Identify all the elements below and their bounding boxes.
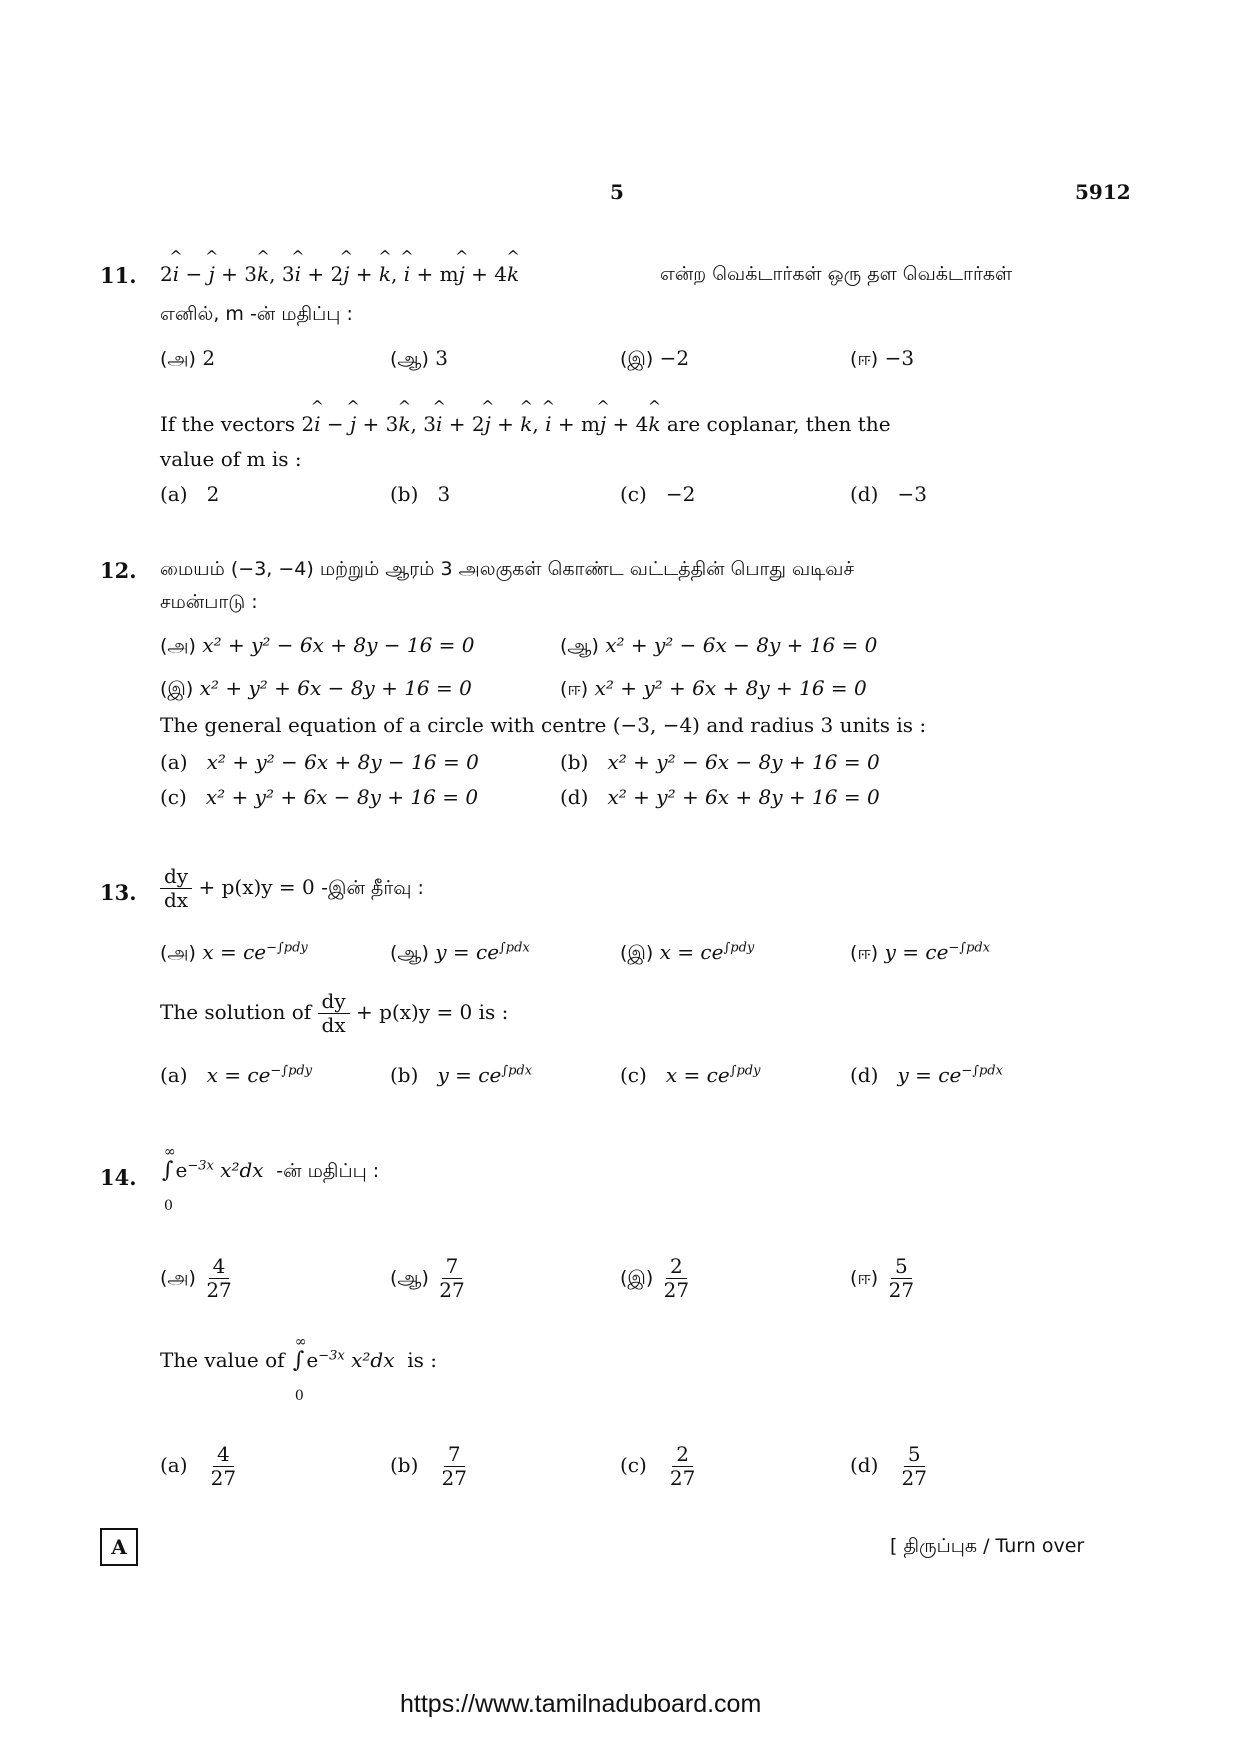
question-number-13: 13. — [100, 880, 137, 905]
q12-en-option-b[interactable]: (b) x² + y² − 6x − 8y + 16 = 0 — [560, 750, 880, 774]
q12-en-option-d[interactable]: (d) x² + y² + 6x + 8y + 16 = 0 — [560, 785, 880, 809]
q13-ta-option-3[interactable]: (இ) $x = ce^{\int pdy}$ — [620, 940, 755, 964]
q11-en-option-a[interactable]: (a) 2 — [160, 482, 220, 506]
q11-ta-option-1[interactable]: (அ) 2 — [160, 346, 216, 370]
q14-ta-option-1[interactable]: (அ) $\frac{4}{27}$ — [160, 1254, 232, 1302]
series-box: A — [100, 1528, 138, 1566]
q11-en-option-b[interactable]: (b) 3 — [390, 482, 451, 506]
q12-ta-option-4[interactable]: (ஈ) x² + y² + 6x + 8y + 16 = 0 — [560, 676, 867, 700]
q12-en-option-c[interactable]: (c) x² + y² + 6x − 8y + 16 = 0 — [160, 785, 479, 809]
question-number-14: 14. — [100, 1165, 137, 1190]
q11-en-option-d[interactable]: (d) −3 — [850, 482, 927, 506]
q14-ta-option-2[interactable]: (ஆ) $\frac{7}{27}$ — [390, 1254, 465, 1302]
q14-en-option-b[interactable]: (b) $\frac{7}{27}$ — [390, 1442, 467, 1490]
q12-en-option-a[interactable]: (a) x² + y² − 6x + 8y − 16 = 0 — [160, 750, 479, 774]
q12-en-question: The general equation of a circle with centre (−3, −4) and radius 3 units is : — [160, 713, 927, 737]
question-number-12: 12. — [100, 558, 137, 583]
q14-en-option-c[interactable]: (c) $\frac{2}{27}$ — [620, 1442, 696, 1490]
q13-ta-question: $\frac{dy}{dx}$ + p(x)y = 0 -இன் தீர்வு : — [160, 865, 424, 912]
q11-ta-line2: எனில், m -ன் மதிப்பு : — [160, 303, 353, 325]
q13-en-option-c[interactable]: (c) $x = ce^{\int pdy}$ — [620, 1063, 761, 1087]
q11-ta-tail: என்ற வெக்டார்கள் ஒரு தள வெக்டார்கள் — [660, 263, 1013, 285]
q14-en-option-d[interactable]: (d) $\frac{5}{27}$ — [850, 1442, 927, 1490]
q12-ta-option-3[interactable]: (இ) x² + y² + 6x − 8y + 16 = 0 — [160, 676, 472, 700]
q13-en-option-d[interactable]: (d) $y = ce^{-\int pdx}$ — [850, 1063, 1003, 1087]
q11-ta-option-2[interactable]: (ஆ) 3 — [390, 346, 448, 370]
page-number: 5 — [610, 180, 624, 204]
q14-ta-question: ∫ ∞ 0 $e^{-3x}$ x²dx -ன் மதிப்பு : — [162, 1144, 380, 1214]
paper-code: 5912 — [1075, 180, 1131, 204]
question-number-11: 11. — [100, 263, 137, 288]
q13-ta-option-2[interactable]: (ஆ) $y = ce^{\int pdx}$ — [390, 940, 530, 964]
q13-ta-option-4[interactable]: (ஈ) $y = ce^{-\int pdx}$ — [850, 940, 991, 964]
integral-sign: ∫ ∞ 0 — [162, 1144, 176, 1214]
q13-en-option-a[interactable]: (a) $x = ce^{-\int pdy}$ — [160, 1063, 313, 1087]
q14-en-question: The value of ∫ ∞ 0 $e^{-3x}$ x²dx is : — [160, 1334, 437, 1404]
q13-en-option-b[interactable]: (b) $y = ce^{\int pdx}$ — [390, 1063, 533, 1087]
q14-ta-option-3[interactable]: (இ) $\frac{2}{27}$ — [620, 1254, 690, 1302]
q11-ta-option-4[interactable]: (ஈ) −3 — [850, 346, 915, 370]
source-url[interactable]: https://www.tamilnaduboard.com — [400, 1690, 762, 1718]
q14-en-option-a[interactable]: (a) $\frac{4}{27}$ — [160, 1442, 237, 1490]
q12-ta-line1: மையம் (−3, −4) மற்றும் ஆரம் 3 அலகுகள் கொண்ட வட்டத்தின் பொது வடிவச் — [160, 558, 855, 580]
q11-ta-option-3[interactable]: (இ) −2 — [620, 346, 690, 370]
q12-ta-line2: சமன்பாடு : — [160, 591, 258, 613]
integral-sign-en: ∫ ∞ 0 — [292, 1334, 307, 1404]
q11-en-option-c[interactable]: (c) −2 — [620, 482, 696, 506]
q14-ta-option-4[interactable]: (ஈ) $\frac{5}{27}$ — [850, 1254, 915, 1302]
q12-ta-option-1[interactable]: (அ) x² + y² − 6x + 8y − 16 = 0 — [160, 633, 475, 657]
turn-over-text: [ திருப்புக / Turn over — [890, 1535, 1085, 1557]
q11-en-question: If the vectors 2^ i − ^ j + 3^ k, 3^ i + 2^ j + ^ k, ^ i + m^ j + 4^ k are coplanar, then the — [160, 412, 891, 436]
q11-en-line2: value of m is : — [160, 447, 302, 471]
q12-ta-option-2[interactable]: (ஆ) x² + y² − 6x − 8y + 16 = 0 — [560, 633, 878, 657]
q13-en-question: The solution of $\frac{dy}{dx}$ + p(x)y = 0 is : — [160, 989, 509, 1037]
q11-vectors-ta: 2^ i − ^ j + 3^ k, 3^ i + 2^ j + ^ k, ^ i + m^ j + 4^ k — [160, 262, 519, 286]
q13-ta-option-1[interactable]: (அ) $x = ce^{-\int pdy}$ — [160, 940, 308, 964]
